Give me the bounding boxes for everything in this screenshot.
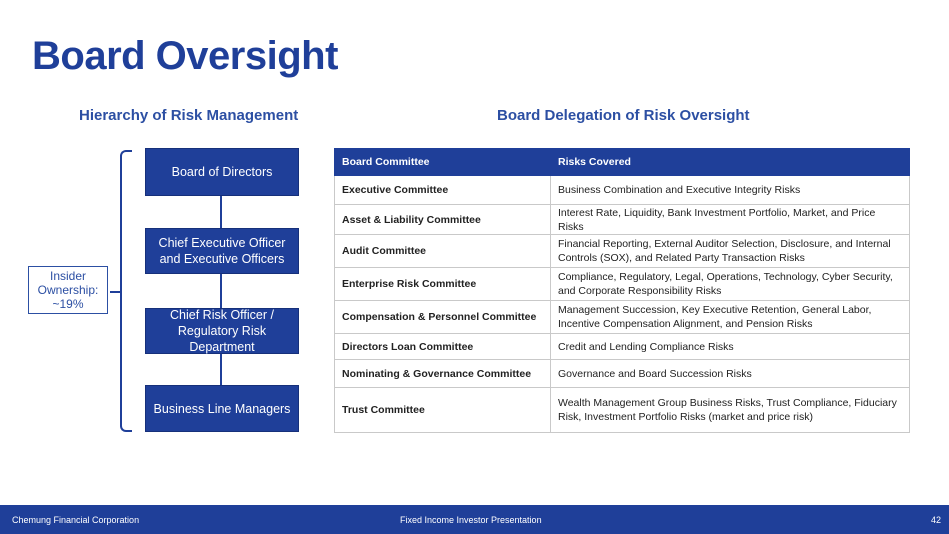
- footer-presentation-title: Fixed Income Investor Presentation: [400, 515, 542, 525]
- risks-cell: Business Combination and Executive Integrity Risks: [551, 176, 910, 205]
- page-title: Board Oversight: [32, 34, 338, 78]
- footer-company: Chemung Financial Corporation: [12, 515, 140, 525]
- table-row: [335, 360, 910, 388]
- hierarchy-bracket: [120, 150, 132, 432]
- hierarchy-heading: Hierarchy of Risk Management: [79, 107, 299, 124]
- risks-cell: Credit and Lending Compliance Risks: [551, 334, 910, 360]
- table-row: [335, 334, 910, 360]
- bracket-tick: [110, 291, 121, 293]
- hierarchy-box-cro: Chief Risk Officer / Regulatory Risk Department: [145, 308, 299, 354]
- table-row: [335, 235, 910, 268]
- committee-cell: Nominating & Governance Committee: [335, 360, 551, 388]
- page-number: 42: [930, 515, 941, 525]
- hierarchy-connector: [220, 354, 222, 385]
- committee-cell: Enterprise Risk Committee: [335, 268, 551, 301]
- table-row: [335, 388, 910, 433]
- table-row: [335, 205, 910, 235]
- committee-cell: Compensation & Personnel Committee: [335, 301, 551, 334]
- committee-cell: Audit Committee: [335, 235, 551, 268]
- committee-cell: Directors Loan Committee: [335, 334, 551, 360]
- insider-line-2: Ownership:: [37, 283, 99, 297]
- insider-ownership-box: [28, 266, 108, 314]
- footer-bar: [0, 505, 949, 534]
- table-row: [335, 301, 910, 334]
- table-header-row: [335, 149, 910, 176]
- hierarchy-connector: [220, 274, 222, 308]
- risks-cell: Governance and Board Succession Risks: [551, 360, 910, 388]
- risks-cell: Management Succession, Key Executive Retention, General Labor, Incentive Compensation Alignment, and Pension Risks: [551, 301, 910, 334]
- insider-line-3: ~19%: [52, 297, 84, 311]
- risks-cell: Wealth Management Group Business Risks, Trust Compliance, Fiduciary Risk, Investment Portfolio Risks (market and price risk): [551, 388, 910, 433]
- hierarchy-box-board: Board of Directors: [145, 148, 299, 196]
- delegation-heading: Board Delegation of Risk Oversight: [497, 107, 750, 124]
- risks-cell: Financial Reporting, External Auditor Selection, Disclosure, and Internal Controls (SOX), and Related Party Transaction Risks: [551, 235, 910, 268]
- risk-oversight-table: [334, 148, 910, 433]
- hierarchy-box-managers: Business Line Managers: [145, 385, 299, 432]
- insider-line-1: Insider: [49, 269, 87, 283]
- hierarchy-box-ceo: Chief Executive Officer and Executive Officers: [145, 228, 299, 274]
- table-row: [335, 176, 910, 205]
- hierarchy-connector: [220, 196, 222, 228]
- table-row: [335, 268, 910, 301]
- column-header-risks: Risks Covered: [551, 149, 910, 176]
- risks-cell: Compliance, Regulatory, Legal, Operations, Technology, Cyber Security, and Corporate Responsibility Risks: [551, 268, 910, 301]
- committee-cell: Asset & Liability Committee: [335, 205, 551, 235]
- column-header-committee: Board Committee: [335, 149, 551, 176]
- risks-cell: Interest Rate, Liquidity, Bank Investment Portfolio, Market, and Price Risks: [551, 205, 910, 235]
- committee-cell: Trust Committee: [335, 388, 551, 433]
- committee-cell: Executive Committee: [335, 176, 551, 205]
